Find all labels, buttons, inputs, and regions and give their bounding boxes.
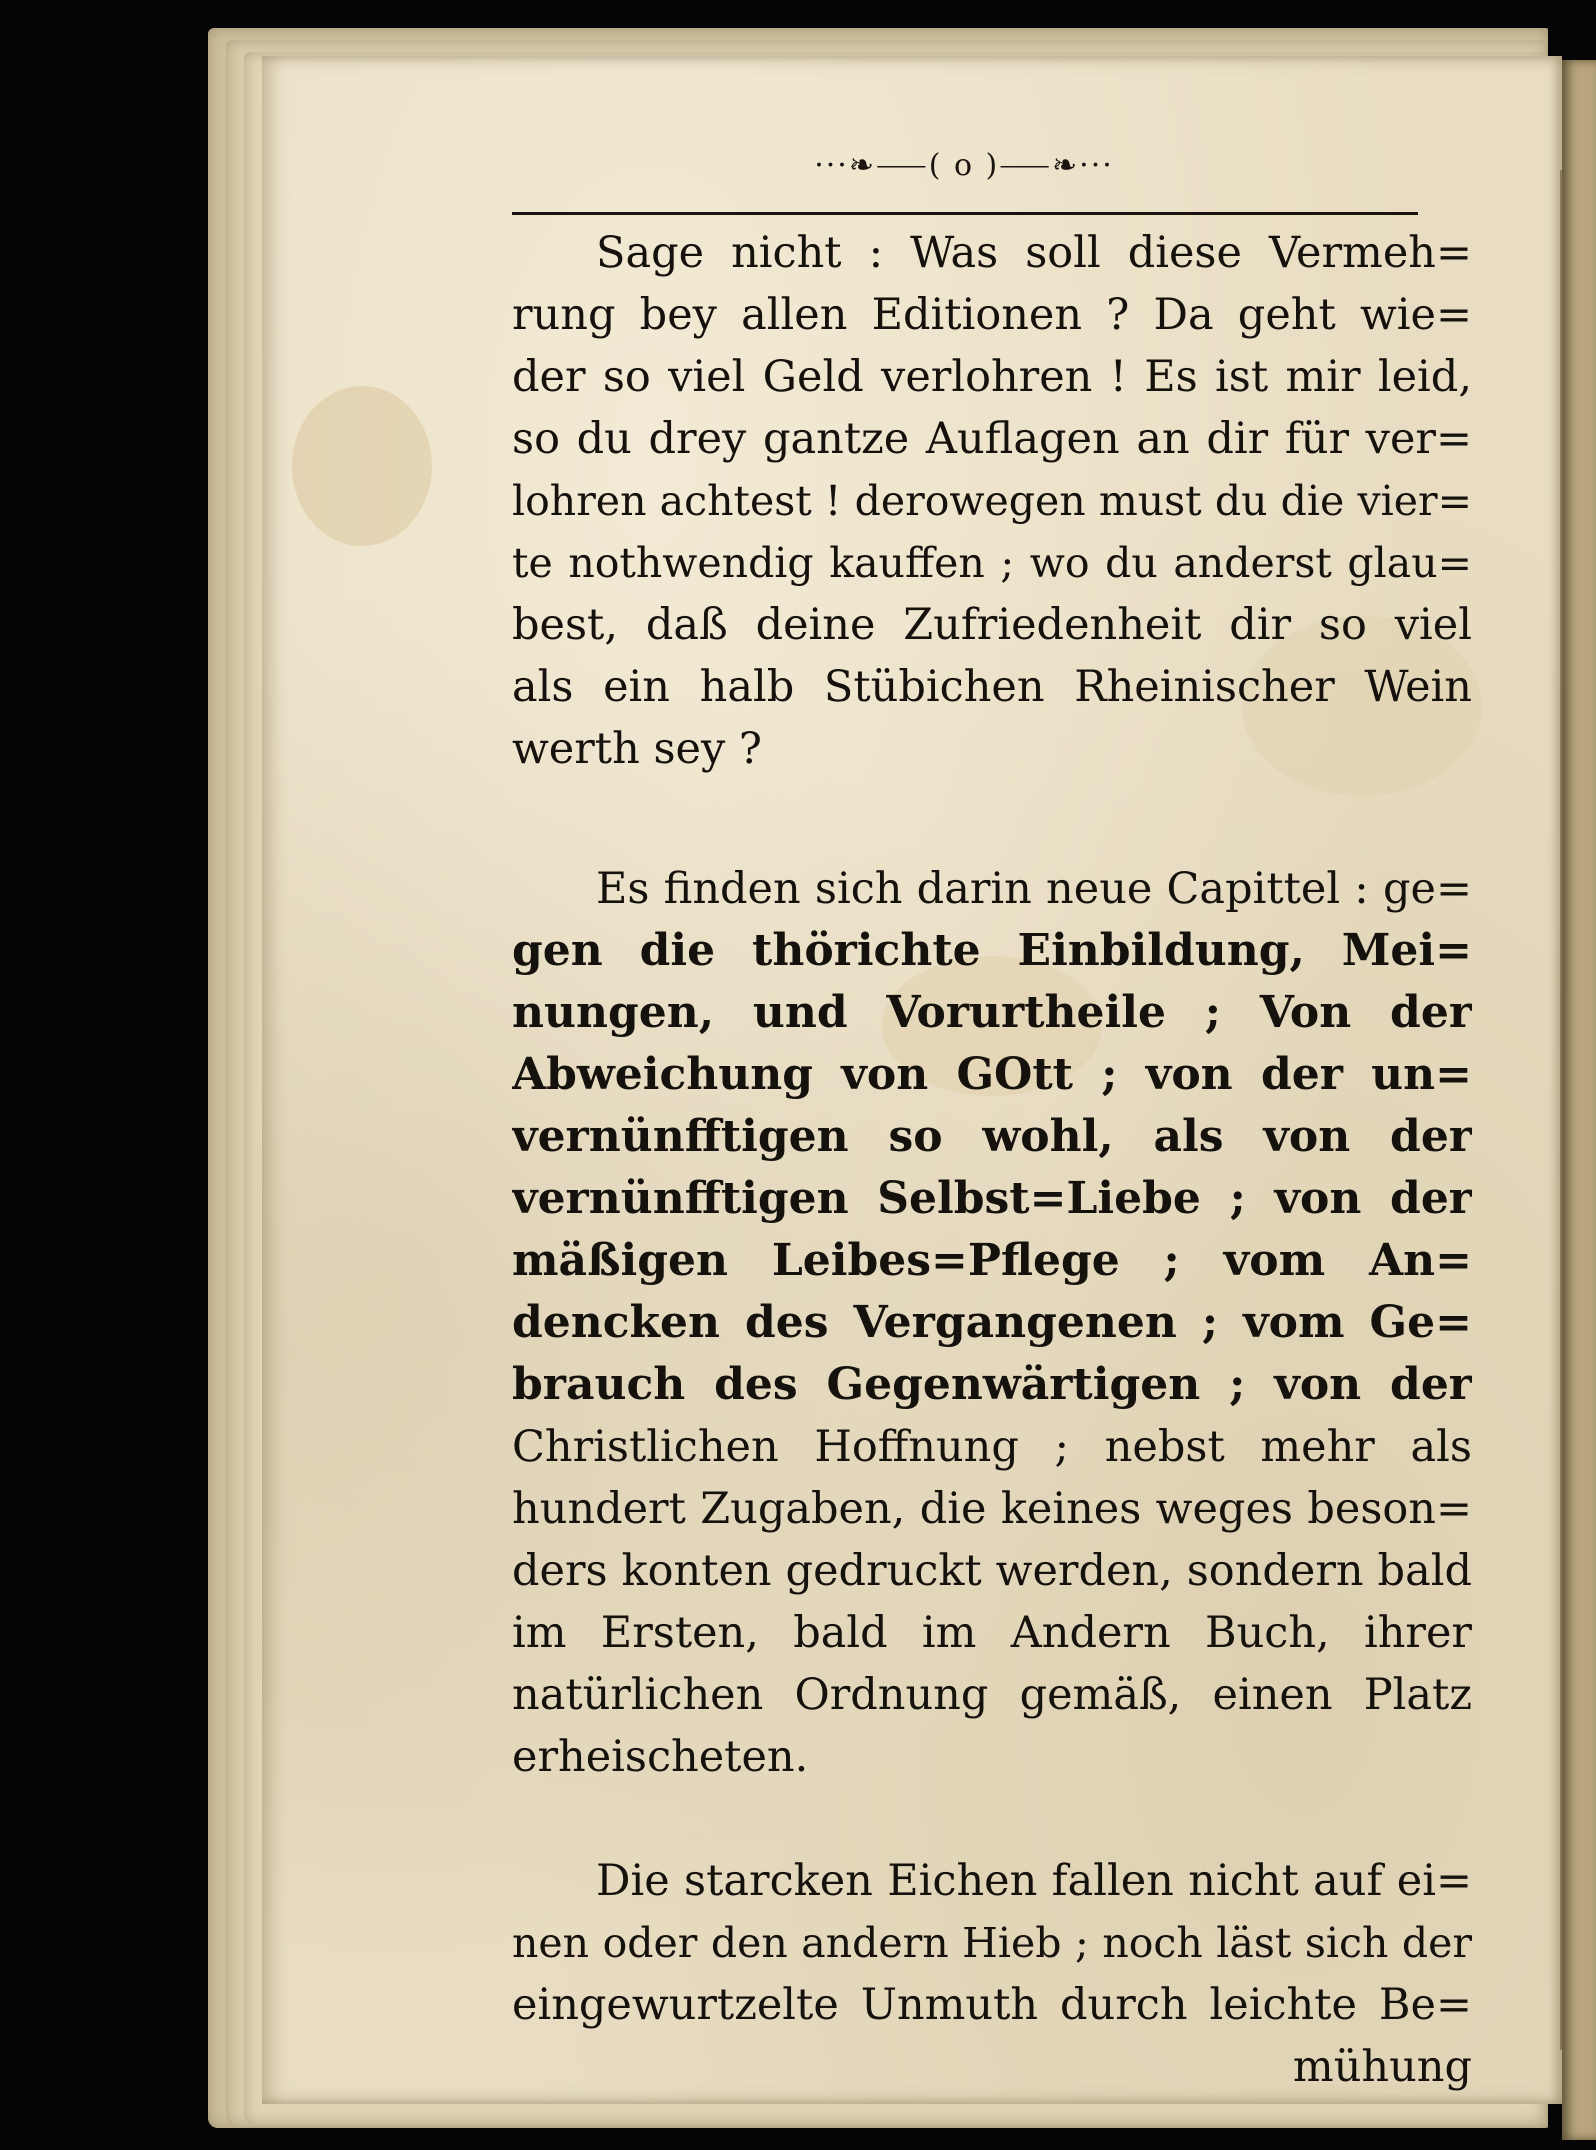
text-line: nen oder den andern Hieb ; noch läst sich der	[512, 1919, 1472, 1967]
text-line: rung bey allen Editionen ? Da geht wie=	[512, 290, 1472, 340]
paragraph	[512, 858, 1472, 1788]
text-line: vernünfftigen Selbst=Liebe ; von der	[512, 1173, 1472, 1224]
text-line: gen die thörichte Einbildung, Mei=	[512, 925, 1472, 976]
next-page-edge	[1562, 60, 1596, 2140]
text-line: lohren achtest ! derowegen must du die vier=	[512, 477, 1472, 525]
text-line: als ein halb Stübichen Rheinischer Wein	[512, 662, 1472, 712]
text-line: Es finden sich darin neue Capittel : ge=	[596, 864, 1472, 914]
header-ornament: ···❧⸺( o )⸺❧···	[814, 148, 1114, 183]
header-rule	[512, 212, 1418, 215]
paragraph-gap	[512, 1788, 1472, 1850]
text-line: nungen, und Vorurtheile ; Von der	[512, 987, 1472, 1038]
gutter-line	[1560, 170, 1562, 2050]
text-line: ders konten gedruckt werden, sondern bald	[512, 1546, 1472, 1596]
text-line: vernünfftigen so wohl, als von der	[512, 1111, 1472, 1162]
text-line: Die starcken Eichen fallen nicht auf ei=	[596, 1856, 1472, 1906]
text-line: natürlichen Ordnung gemäß, einen Platz	[512, 1670, 1472, 1720]
text-line: mäßigen Leibes=Pflege ; vom An=	[512, 1235, 1472, 1286]
paper-stain	[292, 386, 432, 546]
text-line: werth sey ?	[512, 724, 762, 774]
catchword: mühung	[1292, 2042, 1472, 2092]
paragraph	[512, 222, 1472, 780]
text-line: dencken des Vergangenen ; vom Ge=	[512, 1297, 1472, 1348]
text-line: te nothwendig kauffen ; wo du anderst glau=	[512, 539, 1472, 587]
body-text	[512, 222, 1472, 2098]
text-line: im Ersten, bald im Andern Buch, ihrer	[512, 1608, 1472, 1658]
text-line: Abweichung von GOtt ; von der un=	[512, 1049, 1472, 1100]
text-line: erheischeten.	[512, 1732, 809, 1782]
page-header	[512, 142, 1416, 182]
text-line: eingewurtzelte Unmuth durch leichte Be=	[512, 1980, 1472, 2030]
text-line: hundert Zugaben, die keines weges beson=	[512, 1484, 1472, 1534]
paragraph	[512, 1850, 1472, 2098]
text-line: so du drey gantze Auflagen an dir für ver=	[512, 414, 1472, 464]
text-line: Christlichen Hoffnung ; nebst mehr als	[512, 1422, 1472, 1472]
text-line: best, daß deine Zufriedenheit dir so viel	[512, 600, 1472, 650]
text-line: der so viel Geld verlohren ! Es ist mir leid,	[512, 352, 1472, 402]
paragraph-gap	[512, 780, 1472, 858]
text-line: brauch des Gegenwärtigen ; von der	[512, 1359, 1472, 1410]
text-line: Sage nicht : Was soll diese Vermeh=	[596, 228, 1472, 278]
